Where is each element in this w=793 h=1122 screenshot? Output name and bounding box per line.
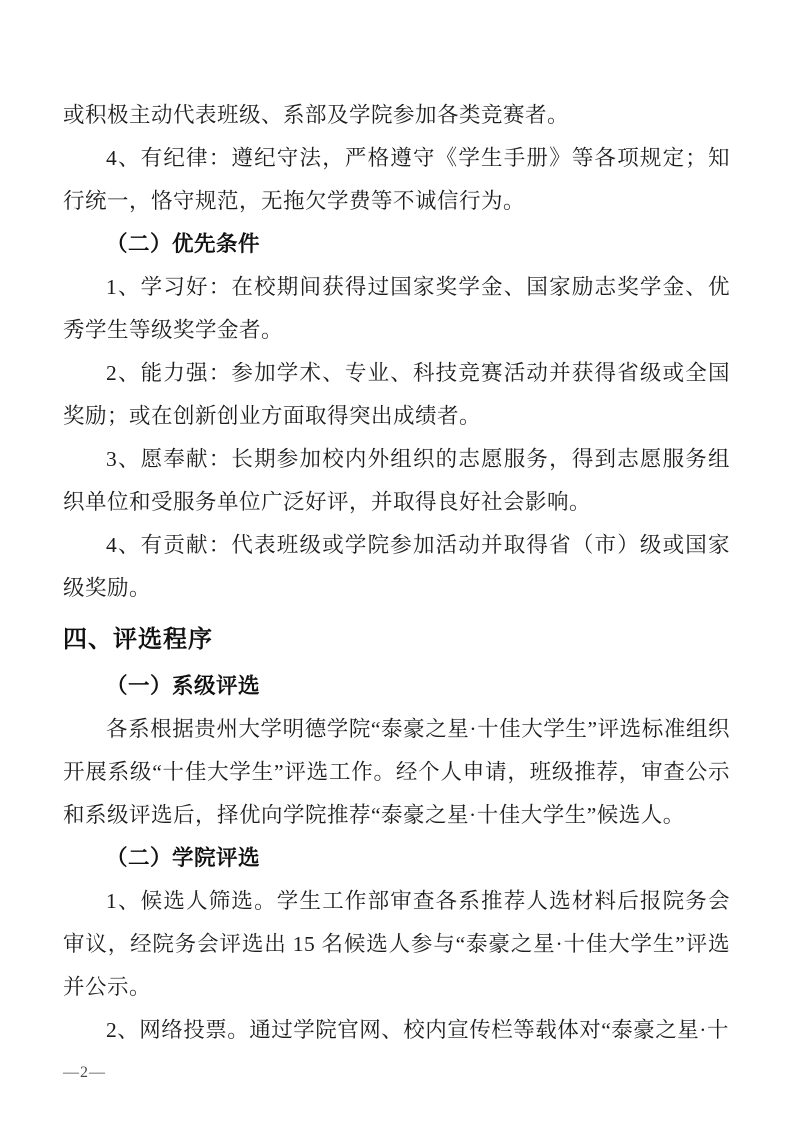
paragraph-contribution: 4、有贡献：代表班级或学院参加活动并取得省（市）级或国家级奖励。 (63, 533, 730, 600)
paragraph-discipline: 4、有纪律：遵纪守法，严格遵守《学生手册》等各项规定；知行统一，恪守规范，无拖欠学费等不诚信行为。 (63, 146, 730, 213)
paragraph-ability: 2、能力强：参加学术、专业、科技竞赛活动并获得省级或全国奖励；或在创新创业方面取得突出成绩者。 (63, 361, 730, 428)
paragraph-department-selection: 各系根据贵州大学明德学院“泰豪之星·十佳大学生”评选标准组织开展系级“十佳大学生”评选工作。经个人申请，班级推荐，审查公示和系级评选后，择优向学院推荐“泰豪之星·十佳大学生”候选人。 (63, 717, 730, 827)
sub-heading-department-selection: （一）系级评选 (106, 674, 261, 698)
paragraph-study: 1、学习好：在校期间获得过国家奖学金、国家励志奖学金、优秀学生等级奖学金者。 (63, 275, 730, 342)
section-heading-selection-procedure: 四、评选程序 (63, 626, 213, 653)
paragraph-online-voting: 2、网络投票。通过学院官网、校内宣传栏等载体对“泰豪之星·十 (106, 1018, 729, 1042)
paragraph-volunteer: 3、愿奉献：长期参加校内外组织的志愿服务，得到志愿服务组织单位和受服务单位广泛好评，并取得良好社会影响。 (63, 447, 730, 514)
page-number: —2— (63, 1064, 106, 1081)
sub-heading-college-selection: （二）学院评选 (106, 846, 261, 870)
paragraph-continued: 或积极主动代表班级、系部及学院参加各类竞赛者。 (63, 103, 570, 127)
sub-heading-priority-conditions: （二）优先条件 (106, 232, 261, 256)
paragraph-candidate-screening: 1、候选人筛选。学生工作部审查各系推荐人选材料后报院务会审议，经院务会评选出 15 名候选人参与“泰豪之星·十佳大学生”评选并公示。 (63, 889, 730, 999)
